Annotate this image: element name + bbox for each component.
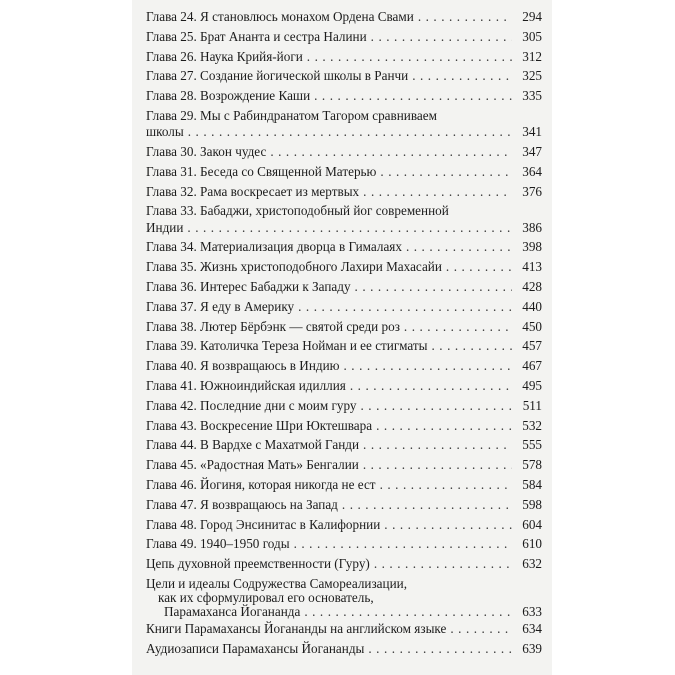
toc-entry [146, 9, 542, 29]
toc-entry-title: Глава 36. Интерес Бабаджи к Западу [146, 278, 351, 294]
toc-entry-line [146, 9, 542, 29]
toc-page-number: 555 [522, 437, 542, 453]
toc-page-number: 364 [522, 163, 542, 179]
leader-dots [361, 398, 512, 414]
toc-entry-title: Цели и идеалы Содружества Самореализации, [146, 575, 407, 591]
leader-dots [294, 536, 512, 552]
toc-entry-line [146, 220, 542, 240]
toc-entry-title: Глава 41. Южноиндийская идиллия [146, 377, 346, 393]
leader-dots [344, 358, 512, 374]
toc-page-number: 610 [522, 536, 542, 552]
toc-entry [146, 576, 542, 621]
toc-entry-title: Глава 48. Город Энсинитас в Калифорнии [146, 516, 381, 532]
toc-entry [146, 378, 542, 398]
toc-entry-line [146, 457, 542, 477]
toc-entry [146, 641, 542, 661]
toc-page-number: 335 [522, 88, 542, 104]
leader-dots [187, 220, 512, 236]
toc-entry [146, 239, 542, 259]
toc-entry-title: школы [146, 124, 184, 140]
toc-entry-line [146, 641, 542, 661]
toc-entry-title: Глава 42. Последние дни с моим гуру [146, 397, 357, 413]
toc-page-number: 633 [522, 604, 542, 620]
leader-dots [298, 299, 512, 315]
toc-entry-line [146, 319, 542, 339]
toc-page-number: 305 [522, 28, 542, 44]
toc-entry-line [146, 184, 542, 204]
leader-dots [404, 319, 512, 335]
toc-entry-line [146, 398, 542, 418]
toc-page-number: 467 [522, 358, 542, 374]
toc-entry-title: Глава 37. Я еду в Америку [146, 298, 295, 314]
leader-dots [363, 437, 512, 453]
toc-page-number: 634 [522, 621, 542, 637]
toc-entry [146, 477, 542, 497]
toc-page-number: 398 [522, 239, 542, 255]
toc-entry-line [146, 108, 542, 124]
toc-entry-line [146, 497, 542, 517]
toc-entry-title: Глава 43. Воскресение Шри Юктешвара [146, 417, 373, 433]
toc-entry-title: Глава 44. В Вардхе с Махатмой Ганди [146, 437, 360, 453]
toc-page-number: 578 [522, 457, 542, 473]
toc-entry-title: Цепь духовной преемственности (Гуру) [146, 556, 370, 572]
toc-entry-line [146, 621, 542, 641]
leader-dots [368, 641, 512, 657]
toc-entry [146, 338, 542, 358]
toc-entry [146, 184, 542, 204]
leader-dots [355, 279, 512, 295]
toc-entry-line [146, 203, 542, 219]
toc-entry [146, 144, 542, 164]
toc-page-number: 341 [522, 124, 542, 140]
toc-page-number: 312 [522, 48, 542, 64]
toc-entry [146, 88, 542, 108]
toc-entry [146, 49, 542, 69]
toc-entry-line [146, 68, 542, 88]
toc-page-number: 386 [522, 219, 542, 235]
toc-entry-title: Глава 47. Я возвращаюсь на Запад [146, 496, 338, 512]
leader-dots [371, 29, 512, 45]
toc-entry-title: Глава 27. Создание йогической школы в Ранчи [146, 68, 409, 84]
leader-dots [380, 164, 512, 180]
toc-entry [146, 279, 542, 299]
toc-entry-title: Глава 34. Материализация дворца в Гималаях [146, 239, 402, 255]
toc-page-number: 584 [522, 476, 542, 492]
toc-entry-line [146, 338, 542, 358]
toc-entry-line [146, 29, 542, 49]
toc-entry-title: Глава 24. Я становлюсь монахом Ордена Свами [146, 9, 414, 24]
toc-entry-title: Глава 39. Католичка Тереза Нойман и ее стигматы [146, 338, 428, 354]
leader-dots [412, 68, 512, 84]
toc-entry-line [146, 259, 542, 279]
toc-entry [146, 259, 542, 279]
toc-entry-line [146, 124, 542, 144]
toc-entry-line [146, 590, 542, 604]
toc-page-number: 632 [522, 556, 542, 572]
toc-entry-line [146, 437, 542, 457]
toc-entry-line [146, 477, 542, 497]
leader-dots [342, 497, 512, 513]
toc-entry-line [146, 299, 542, 319]
toc-entry-title: Глава 26. Наука Крийя-йоги [146, 48, 303, 64]
leader-dots [363, 184, 512, 200]
toc-entry-title: Книги Парамахансы Йогананды на английском языке [146, 621, 447, 637]
toc-page-number: 598 [522, 496, 542, 512]
toc-entry-title: Глава 31. Беседа со Священной Матерью [146, 163, 377, 179]
toc-entry [146, 319, 542, 339]
toc-entry-line [146, 164, 542, 184]
toc-page-number: 495 [522, 377, 542, 393]
toc-entry-title: Глава 25. Брат Ананта и сестра Налини [146, 28, 367, 44]
toc-entry [146, 68, 542, 88]
toc-page-number: 457 [522, 338, 542, 354]
leader-dots [446, 259, 512, 275]
leader-dots [406, 239, 512, 255]
toc-entry [146, 621, 542, 641]
toc-page-number: 532 [522, 417, 542, 433]
toc-page-number: 639 [522, 641, 542, 657]
toc-entry [146, 497, 542, 517]
toc-entry [146, 457, 542, 477]
toc-page-number: 294 [522, 9, 542, 24]
toc-entry-title: Парамаханса Йогананда [164, 604, 301, 620]
toc-entry-line [146, 49, 542, 69]
toc-entry [146, 29, 542, 49]
toc-page-number: 440 [522, 298, 542, 314]
toc-entry-line [146, 536, 542, 556]
leader-dots [450, 621, 512, 637]
toc-page-number: 604 [522, 516, 542, 532]
toc-entry-title: Глава 40. Я возвращаюсь в Индию [146, 358, 340, 374]
leader-dots [363, 457, 512, 473]
leader-dots [380, 477, 512, 493]
toc-entry-title: Глава 28. Возрождение Каши [146, 88, 311, 104]
toc-entry [146, 164, 542, 184]
toc-page-number: 450 [522, 318, 542, 334]
toc-entry [146, 418, 542, 438]
toc-page-number: 413 [522, 259, 542, 275]
toc-page-number: 428 [522, 278, 542, 294]
toc-entry-line [146, 418, 542, 438]
leader-dots [374, 556, 512, 572]
toc-entry-title: Глава 33. Бабаджи, христоподобный йог современной [146, 203, 449, 219]
toc-page-number: 325 [522, 68, 542, 84]
leader-dots [307, 49, 512, 65]
leader-dots [418, 9, 512, 25]
toc-entry-line [146, 88, 542, 108]
toc-entry-title: Глава 35. Жизнь христоподобного Лахири Махасайи [146, 259, 442, 275]
toc-entry [146, 517, 542, 537]
leader-dots [270, 144, 512, 160]
leader-dots [304, 604, 512, 620]
toc-entry [146, 203, 542, 239]
leader-dots [314, 88, 512, 104]
toc-entry [146, 536, 542, 556]
toc-entry-line [146, 517, 542, 537]
leader-dots [188, 124, 512, 140]
toc-entry [146, 556, 542, 576]
toc-entry [146, 358, 542, 378]
toc-entry [146, 299, 542, 319]
toc-entry-line [146, 378, 542, 398]
toc-entry-title: Глава 38. Лютер Бёрбэнк — святой среди роз [146, 318, 400, 334]
toc-entry-line [146, 144, 542, 164]
toc-entry-title: Аудиозаписи Парамахансы Йогананды [146, 641, 365, 657]
toc-entry-line [146, 279, 542, 299]
toc-entry-title: Глава 29. Мы с Рабиндранатом Тагором сравниваем [146, 107, 437, 123]
toc-entry-title: Глава 49. 1940–1950 годы [146, 536, 290, 552]
toc-entry-title: Глава 46. Йогиня, которая никогда не ест [146, 476, 376, 492]
toc-entry-line [146, 576, 542, 590]
toc-entry-title: как их сформулировал его основатель, [158, 590, 374, 606]
toc-entry-title: Глава 30. Закон чудес [146, 143, 267, 159]
toc-entry-line [146, 604, 542, 621]
leader-dots [384, 517, 512, 533]
table-of-contents [146, 9, 542, 661]
toc-entry [146, 398, 542, 418]
toc-entry-title: Индии [146, 219, 184, 235]
toc-entry [146, 437, 542, 457]
toc-page-number: 347 [522, 143, 542, 159]
toc-entry-title: Глава 32. Рама воскресает из мертвых [146, 183, 360, 199]
toc-entry-line [146, 239, 542, 259]
toc-entry-line [146, 358, 542, 378]
toc-entry-line [146, 556, 542, 576]
leader-dots [376, 418, 512, 434]
toc-entry [146, 108, 542, 144]
toc-page-number: 511 [522, 397, 542, 413]
toc-page-number: 376 [522, 183, 542, 199]
leader-dots [432, 338, 513, 354]
leader-dots [350, 378, 512, 394]
toc-entry-title: Глава 45. «Радостная Мать» Бенгалии [146, 457, 359, 473]
